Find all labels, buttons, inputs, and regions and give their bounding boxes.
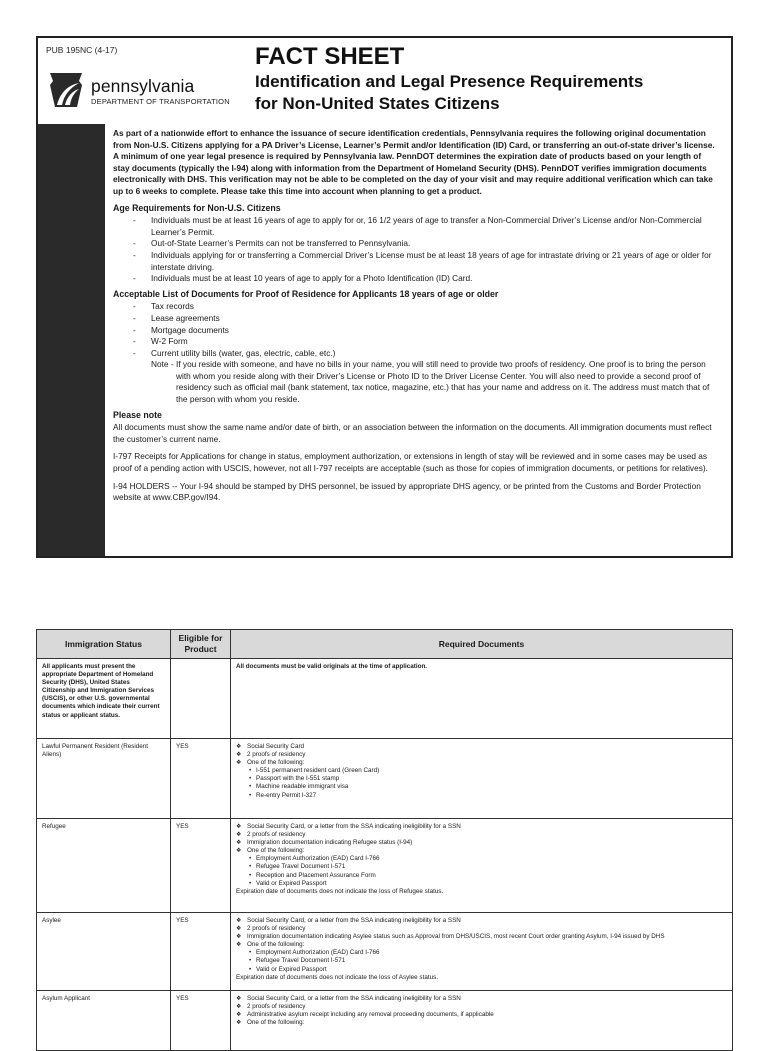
page-title: FACT SHEET: [255, 43, 405, 70]
list-item: • Passport with the I-551 stamp: [236, 775, 727, 783]
list-item: - Current utility bills (water, gas, electric, cable, etc.): [113, 348, 719, 360]
list-item: - Individuals applying for or transferring a Commercial Driver’s License must be at least 18 years of age for intrastate driving or 21 years of age or older for interstate driving.: [113, 250, 719, 273]
status-note: Expiration date of documents does not indicate the loss of Refugee status.: [236, 887, 444, 895]
list-item: - Individuals must be at least 16 years of age to apply for or, 16 1/2 years of age to transfer a Non-Commercial Driver’s License and/or Non-Commercial Learner’s Permit.: [113, 215, 719, 238]
left-decorative-bar: [38, 124, 105, 556]
list-item: - W-2 Form: [113, 336, 719, 348]
intro-required-cell: All documents must be valid originals at the time of application.: [231, 659, 733, 739]
eligible-cell: YES: [171, 991, 231, 1051]
note-text: If you reside with someone, and have no bills in your name, you will still need to provide two proofs of residency. One proof is to bring the person with whom you reside along with their Driver’s License or Photo ID to the Driver License Center. You will also need to provide a second proof of residency such as official mail (bank statement, tax notice, magazine, etc.) that has your name and address on it. The address must match that of the person with whom you reside.: [176, 359, 710, 405]
table-row: [37, 991, 733, 1051]
list-item: • Valid or Expired Passport: [236, 966, 727, 974]
required-list: [236, 823, 727, 855]
page-subtitle: [255, 71, 725, 115]
list-item: • Refugee Travel Document I-571: [236, 957, 727, 965]
list-item: ❖ Administrative asylum receipt including any removal proceeding documents, if applicable: [236, 1011, 727, 1019]
intro-eligible-cell: [171, 659, 231, 739]
age-requirements-list: [113, 215, 719, 285]
status-cell: Lawful Permanent Resident (Resident Aliens): [37, 739, 171, 819]
please-note-heading: Please note: [113, 409, 162, 420]
eligible-cell: YES: [171, 913, 231, 991]
list-item: • Employment Authorization (EAD) Card I-766: [236, 855, 727, 863]
intro-paragraph: As part of a nationwide effort to enhance the issuance of secure identification credentials, Pennsylvania requires the following original documentation from Non-U.S. Citizens applying for a PA Driver’s License, Learner’s Permit and/or Identification (ID) Card, or transferring an out-of-state driver’s license. A minimum of one year legal presence is required by Pennsylvania law. PennDOT determines the expiration date of products based on your length of stay documents (typically the I-94) along with information from the Department of Homeland Security (DHS). PennDOT verifies immigration documents electronically with DHS. This verification may not be able to be completed on the day of your visit and may require additional verification which can take up to 6 weeks to complete. Please take this time into account when planning to get a product.: [113, 128, 715, 196]
list-item: ❖ One of the following:: [236, 759, 727, 767]
table-header-row: [37, 630, 733, 659]
subtitle-line-2: for Non-United States Citizens: [255, 94, 500, 113]
status-cell: Asylee: [37, 913, 171, 991]
table-row: [37, 739, 733, 819]
brand-name: pennsylvania: [91, 76, 195, 96]
eligible-cell: YES: [171, 739, 231, 819]
option-list: [236, 855, 727, 887]
option-list: [236, 949, 727, 973]
please-note-paragraph-3: I-94 HOLDERS -- Your I-94 should be stamped by DHS personnel, be issued by appropriate DHS agency, or be printed from the Customs and Border Protection website at www.CBP.gov/I94.: [113, 480, 701, 503]
required-cell: [231, 819, 733, 913]
age-requirements-heading: Age Requirements for Non-U.S. Citizens: [113, 202, 281, 213]
list-item: ❖ 2 proofs of residency: [236, 925, 727, 933]
list-item: • I-551 permanent resident card (Green Card): [236, 767, 727, 775]
fact-sheet-panel: [36, 36, 733, 558]
list-item: • Reception and Placement Assurance Form: [236, 872, 727, 880]
column-header-status: Immigration Status: [37, 630, 171, 659]
list-item: ❖ One of the following:: [236, 1019, 727, 1027]
list-item: - Out-of-State Learner’s Permits can not be transferred to Pennsylvania.: [113, 238, 719, 250]
list-item: • Refugee Travel Document I-571: [236, 863, 727, 871]
required-list: [236, 743, 727, 767]
list-item: ❖ Social Security Card, or a letter from the SSA indicating ineligibility for a SSN: [236, 917, 727, 925]
list-item: - Lease agreements: [113, 313, 719, 325]
list-item: - Individuals must be at least 10 years of age to apply for a Photo Identification (ID) Card.: [113, 273, 719, 285]
eligible-cell: YES: [171, 819, 231, 913]
required-list: [236, 917, 727, 949]
please-note-paragraph-1: All documents must show the same name and/or date of birth, or an association between the information on the documents. All immigration documents must reflect the customer’s current name.: [113, 422, 712, 444]
list-item: ❖ One of the following:: [236, 847, 727, 855]
list-item: ❖ Social Security Card: [236, 743, 727, 751]
required-documents-table: [36, 629, 733, 1051]
list-item: • Machine readable immigrant visa: [236, 783, 727, 791]
required-cell: [231, 991, 733, 1051]
required-list: [236, 995, 727, 1027]
list-item: • Employment Authorization (EAD) Card I-766: [236, 949, 727, 957]
list-item: - Mortgage documents: [113, 325, 719, 337]
list-item: ❖ 2 proofs of residency: [236, 1003, 727, 1011]
list-item: - Tax records: [113, 301, 719, 313]
required-cell: [231, 739, 733, 819]
subtitle-line-1: Identification and Legal Presence Requirements: [255, 72, 644, 91]
list-item: • Re-entry Permit I-327: [236, 792, 727, 800]
list-item: • Valid or Expired Passport: [236, 880, 727, 888]
column-header-required: Required Documents: [231, 630, 733, 659]
residence-documents-list: [113, 301, 719, 359]
status-cell: Refugee: [37, 819, 171, 913]
status-cell: Asylum Applicant: [37, 991, 171, 1051]
publication-number: PUB 195NC (4-17): [46, 45, 118, 55]
status-note: Expiration date of documents does not indicate the loss of Asylee status.: [236, 973, 438, 981]
department-name: DEPARTMENT OF TRANSPORTATION: [91, 97, 230, 106]
list-item: ❖ 2 proofs of residency: [236, 751, 727, 759]
note-label: Note -: [151, 359, 174, 370]
intro-status-cell: All applicants must present the appropriate Department of Homeland Security (DHS), United States Citizenship and Immigration Services (USCIS), or other U.S. governmental documents which indicate their current status or applicant status.: [37, 659, 171, 739]
column-header-eligible: Eligible for Product: [171, 630, 231, 659]
list-item: ❖ Immigration documentation indicating Asylee status such as Approval from DHS/USCIS, most recent Court order granting Asylum, I-94 issued by DHS: [236, 933, 727, 941]
residence-documents-heading: Acceptable List of Documents for Proof of Residence for Applicants 18 years of age or older: [113, 288, 499, 299]
list-item: ❖ One of the following:: [236, 941, 727, 949]
option-list: [236, 767, 727, 799]
required-cell: [231, 913, 733, 991]
header: [38, 38, 731, 124]
table-row: [37, 819, 733, 913]
table-row: [37, 913, 733, 991]
keystone-logo-icon: [46, 71, 86, 109]
list-item: ❖ Immigration documentation indicating Refugee status (I-94): [236, 839, 727, 847]
list-item: ❖ 2 proofs of residency: [236, 831, 727, 839]
list-item: ❖ Social Security Card, or a letter from the SSA indicating ineligibility for a SSN: [236, 995, 727, 1003]
fact-sheet-content: [113, 128, 719, 504]
residence-note: [113, 359, 719, 405]
list-item: ❖ Social Security Card, or a letter from the SSA indicating ineligibility for a SSN: [236, 823, 727, 831]
please-note-paragraph-2: I-797 Receipts for Applications for change in status, employment authorization, or extensions in length of stay will be reviewed and in some cases may be used as proof of a pending action with USCIS, however, not all I-797 receipts are acceptable (such as those for copies of immigration documents, or petitions for relatives).: [113, 451, 708, 474]
table-row: [37, 659, 733, 739]
